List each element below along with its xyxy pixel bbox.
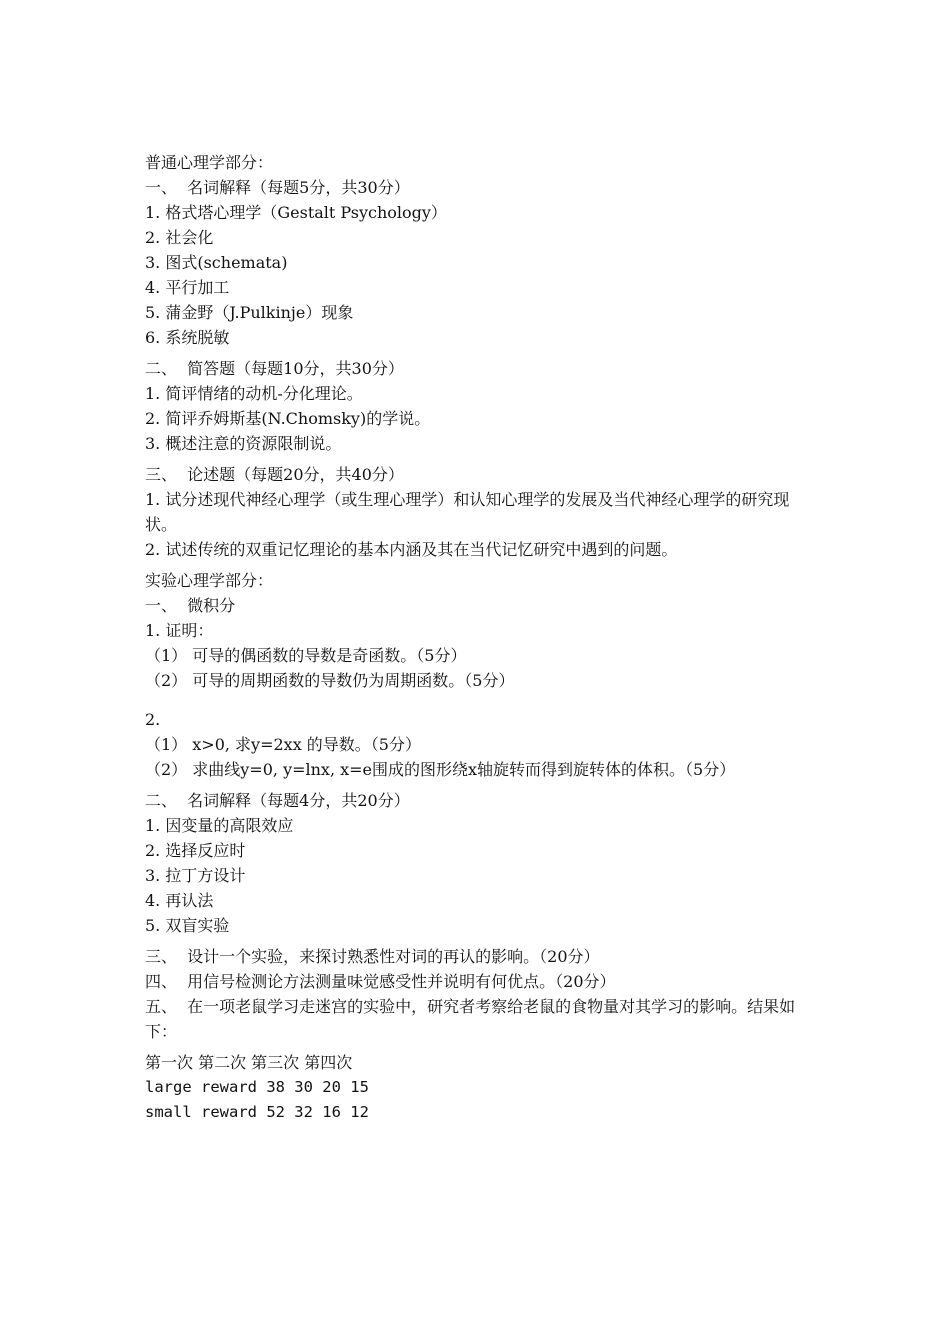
- list-item: 5. 双盲实验: [145, 916, 230, 935]
- part2-section2-heading: 二、 名词解释（每题4分，共20分）: [145, 791, 410, 810]
- list-item: 3. 概述注意的资源限制说。: [145, 434, 342, 453]
- list-item: 4. 平行加工: [145, 278, 230, 297]
- list-item: （1） x>0, 求y=2xx 的导数。（5分）: [145, 735, 421, 754]
- table-row: small reward 52 32 16 12: [145, 1103, 369, 1121]
- list-item: 5. 蒲金野（J.Pulkinje）现象: [145, 303, 354, 322]
- list-item: （1） 可导的偶函数的导数是奇函数。（5分）: [145, 646, 467, 665]
- part2-section3-heading: 三、 设计一个实验，来探讨熟悉性对词的再认的影响。（20分）: [145, 947, 600, 966]
- part1-section1-heading: 一、 名词解释（每题5分，共30分）: [145, 178, 410, 197]
- part2-section1-heading: 一、 微积分: [145, 596, 236, 615]
- list-item: 3. 拉丁方设计: [145, 866, 246, 885]
- list-item: 2. 选择反应时: [145, 841, 246, 860]
- list-item: 6. 系统脱敏: [145, 328, 230, 347]
- part1-section2-heading: 二、 简答题（每题10分，共30分）: [145, 359, 404, 378]
- part2-section5-heading: 五、 在一项老鼠学习走迷宫的实验中，研究者考察给老鼠的食物量对其学习的影响。结果如下：: [145, 997, 796, 1041]
- table-header: 第一次 第二次 第三次 第四次: [145, 1053, 353, 1072]
- list-item: 2. 试述传统的双重记忆理论的基本内涵及其在当代记忆研究中遇到的问题。: [145, 540, 678, 559]
- list-item: 4. 再认法: [145, 891, 214, 910]
- question-2: 2.: [145, 710, 161, 729]
- document-page: [145, 150, 810, 1125]
- list-item: （2） 可导的周期函数的导数仍为周期函数。（5分）: [145, 671, 515, 690]
- question-1: 1. 证明：: [145, 621, 214, 640]
- part2-title: 实验心理学部分：: [145, 571, 274, 590]
- list-item: 2. 简评乔姆斯基(N.Chomsky)的学说。: [145, 409, 431, 428]
- list-item: 1. 格式塔心理学（Gestalt Psychology）: [145, 203, 447, 222]
- list-item: 1. 简评情绪的动机-分化理论。: [145, 384, 363, 403]
- list-item: 2. 社会化: [145, 228, 214, 247]
- part1-section3-heading: 三、 论述题（每题20分，共40分）: [145, 465, 404, 484]
- list-item: （2） 求曲线y=0, y=lnx, x=e围成的图形绕x轴旋转而得到旋转体的体积。（5分）: [145, 760, 736, 779]
- list-item: 3. 图式(schemata): [145, 253, 288, 272]
- part2-section4-heading: 四、 用信号检测论方法测量味觉感受性并说明有何优点。（20分）: [145, 972, 616, 991]
- part1-title: 普通心理学部分：: [145, 153, 274, 172]
- table-row: large reward 38 30 20 15: [145, 1078, 369, 1096]
- list-item: 1. 试分述现代神经心理学（或生理心理学）和认知心理学的发展及当代神经心理学的研究现状。: [145, 490, 790, 534]
- list-item: 1. 因变量的高限效应: [145, 816, 294, 835]
